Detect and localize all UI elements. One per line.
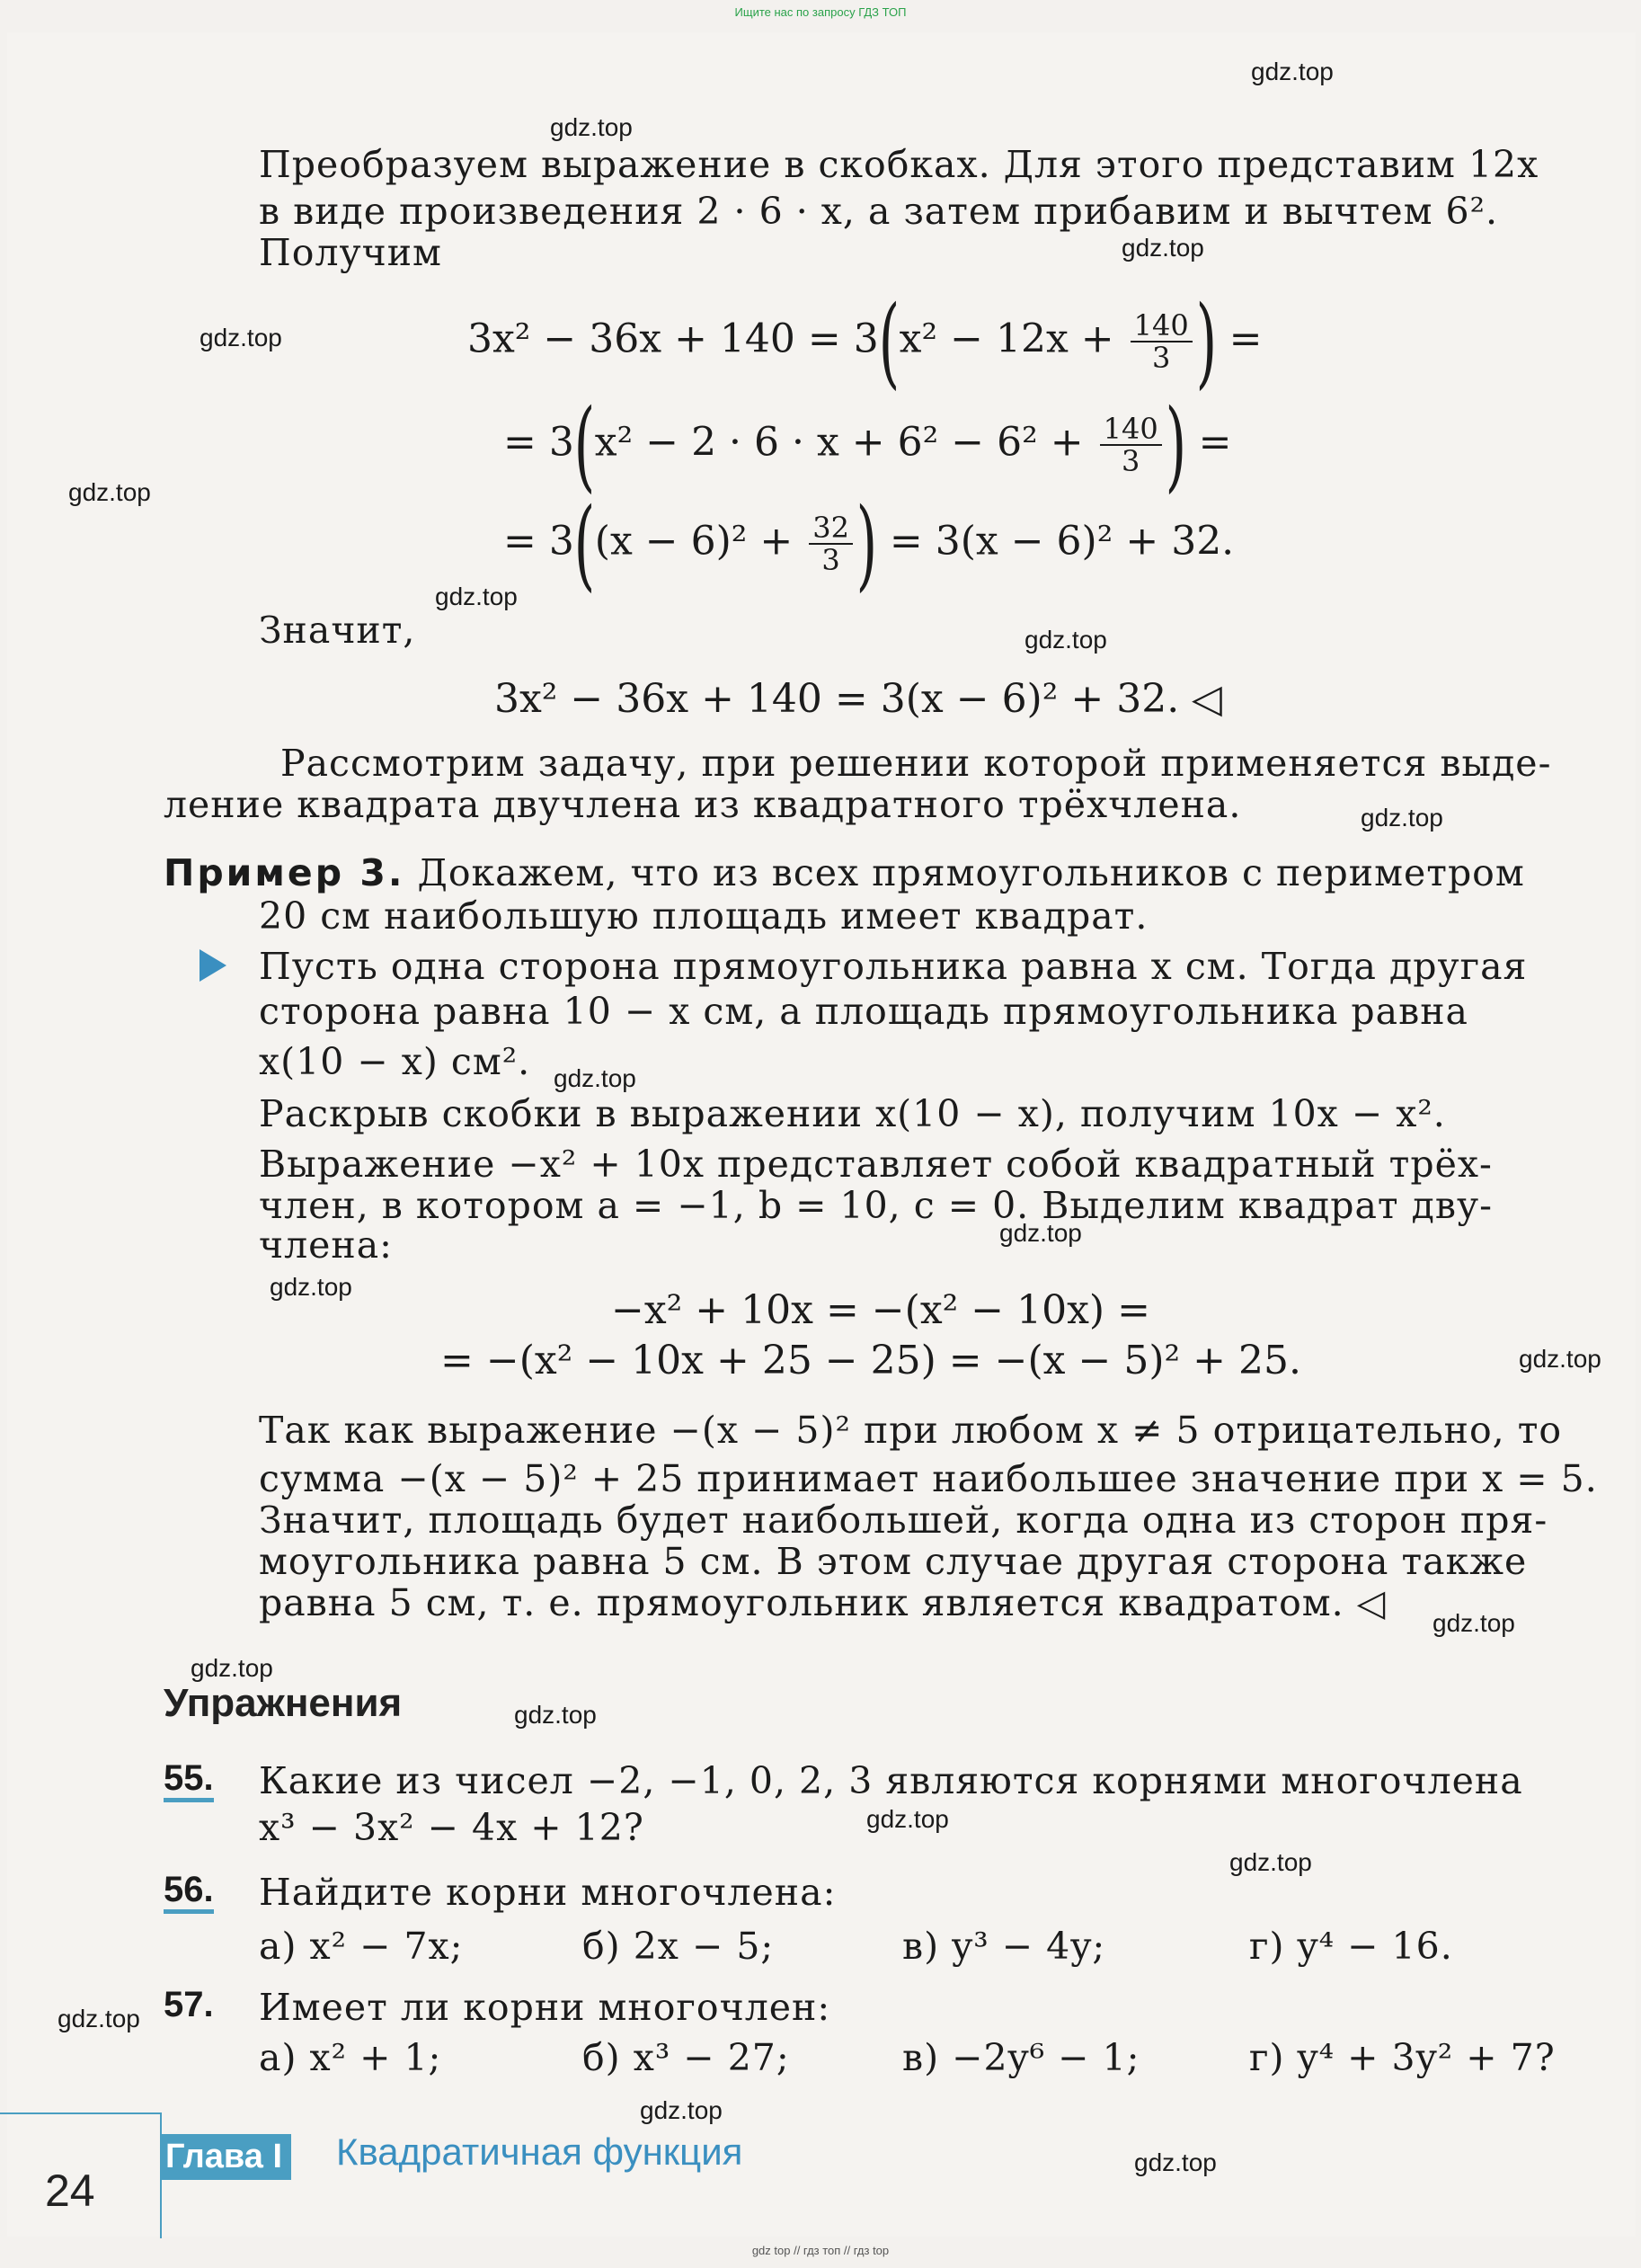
watermark: gdz.top [514,1701,597,1729]
exercise-57-item-c: в) −2y⁶ − 1; [902,2036,1140,2079]
example-3-line-2: 20 см наибольшую площадь имеет квадрат. [259,894,1149,938]
watermark: gdz.top [58,2005,140,2032]
watermark: gdz.top [1433,1609,1515,1637]
watermark: gdz.top [68,478,151,506]
equation-1-line-3 [503,486,1235,601]
watermark: gdz.top [270,1273,352,1301]
exercise-57-item-a: а) x² + 1; [259,2036,442,2079]
left-paren: ( [573,387,596,503]
intro-line-3: Получим [259,231,442,274]
equation-1-line-2 [503,387,1232,503]
exercise-55-line-1: Какие из чисел −2, −1, 0, 2, 3 являются корнями многочлена [259,1759,1523,1802]
eq1-inner-3: (x − 6)² + [594,518,806,565]
fraction-140-3: $\frac{140}{3}$ [1100,414,1162,476]
left-paren: ( [573,486,596,601]
right-paren: ) [1195,284,1217,399]
solution-start-marker-icon [200,949,226,982]
consider-line-1: Рассмотрим задачу, при решении которой применяется выде- [280,742,1552,785]
conclusion-line-5: равна 5 см, т. е. прямоугольник является квадратом. ◁ [259,1581,1387,1624]
exercise-55-line-2: x³ − 3x² − 4x + 12? [259,1806,644,1849]
conclusion-line-4: моугольника равна 5 см. В этом случае другая сторона также [259,1540,1528,1583]
solution-line-4: Раскрыв скобки в выражении x(10 − x), получим 10x − x². [259,1092,1446,1135]
intro-line-1: Преобразуем выражение в скобках. Для этого представим 12x [259,143,1539,186]
eq1-inner-2: x² − 2 · 6 · x + 6² − 6² + [594,419,1096,466]
conclusion-line-1: Так как выражение −(x − 5)² при любом x ≠ 5 отрицательно, то [259,1409,1563,1452]
exercise-56-item-b: б) 2x − 5; [582,1925,775,1968]
top-banner: Ищите нас по запросу ГДЗ ТОП [734,5,907,19]
solution-line-3: x(10 − x) см². [259,1040,531,1083]
eq1-lhs-2: = 3 [503,419,574,466]
intro-line-2: в виде произведения 2 · 6 · x, а затем прибавим и вычтем 6². [259,190,1499,233]
watermark: gdz.top [191,1654,273,1682]
exercise-56-item-c: в) y³ − 4y; [902,1925,1106,1968]
watermark: gdz.top [1229,1848,1312,1876]
chapter-title: Квадратичная функция [336,2130,743,2173]
exercise-56-item-d: г) y⁴ − 16. [1249,1925,1453,1968]
page-number: 24 [45,2166,95,2216]
conclusion-line-2: сумма −(x − 5)² + 25 принимает наибольшее значение при x = 5. [259,1457,1598,1500]
exercise-number-55: 55. [164,1758,214,1799]
watermark: gdz.top [640,2096,723,2124]
solution-line-6: член, в котором a = −1, b = 10, c = 0. Выделим квадрат дву- [259,1184,1493,1227]
consider-line-2: ление квадрата двучлена из квадратного трёхчлена. [164,783,1242,826]
example-3-text: Докажем, что из всех прямоугольников с периметром [417,851,1525,894]
bottom-banner: gdz top // гдз топ // гдз top [751,2244,890,2257]
exercise-57-item-b: б) x³ − 27; [582,2036,790,2079]
exercise-57-prompt: Имеет ли корни многочлен: [259,1986,831,2029]
watermark: gdz.top [554,1064,636,1092]
example-3-label: Пример 3. [164,851,405,894]
watermark: gdz.top [999,1219,1082,1247]
equation-2: 3x² − 36x + 140 = 3(x − 6)² + 32. ◁ [494,676,1223,722]
left-paren: ( [878,284,900,399]
right-paren: ) [1165,387,1186,503]
equation-3-line-1: −x² + 10x = −(x² − 10x) = [611,1287,1150,1333]
solution-line-1: Пусть одна сторона прямоугольника равна x см. Тогда другая [259,945,1528,988]
exercise-number-56: 56. [164,1870,214,1910]
solution-line-7: члена: [259,1223,393,1267]
conclusion-line-3: Значит, площадь будет наибольшей, когда одна из сторон пря- [259,1499,1548,1542]
fraction-140-3: $\frac{140}{3}$ [1131,310,1193,373]
example-3-line-1 [164,850,1525,895]
watermark: gdz.top [1122,234,1204,262]
solution-line-2: сторона равна 10 − x см, а площадь прямоугольника равна [259,990,1468,1033]
eq1-end-1: = [1229,316,1263,362]
therefore-label: Значит, [259,609,416,652]
chapter-label: Глава I [160,2134,291,2180]
footer-rule [0,2112,162,2114]
watermark: gdz.top [1251,58,1334,85]
eq1-end-2: = [1198,419,1232,466]
watermark: gdz.top [550,113,633,141]
watermark: gdz.top [435,583,518,610]
equation-3-line-2: = −(x² − 10x + 25 − 25) = −(x − 5)² + 25. [440,1338,1301,1383]
watermark: gdz.top [1361,804,1443,832]
eq1-inner-1: x² − 12x + [899,316,1127,362]
right-paren: ) [856,486,878,601]
exercise-number-57: 57. [164,1985,214,2024]
watermark: gdz.top [866,1805,949,1833]
fraction-32-3: $\frac{32}{3}$ [809,512,853,575]
eq1-lhs-3: = 3 [503,518,574,565]
eq1-lhs: 3x² − 36x + 140 = 3 [467,316,879,362]
watermark: gdz.top [1519,1345,1601,1373]
watermark: gdz.top [200,324,282,351]
exercise-56-prompt: Найдите корни многочлена: [259,1871,837,1914]
exercise-57-item-d: г) y⁴ + 3y² + 7? [1249,2036,1556,2079]
watermark: gdz.top [1025,626,1107,654]
exercise-56-item-a: а) x² − 7x; [259,1925,464,1968]
eq1-end-3: = 3(x − 6)² + 32. [889,518,1235,565]
watermark: gdz.top [1134,2148,1217,2176]
solution-line-5: Выражение −x² + 10x представляет собой квадратный трёх- [259,1143,1493,1186]
equation-1-line-1 [467,284,1263,399]
exercises-heading: Упражнения [164,1681,403,1725]
